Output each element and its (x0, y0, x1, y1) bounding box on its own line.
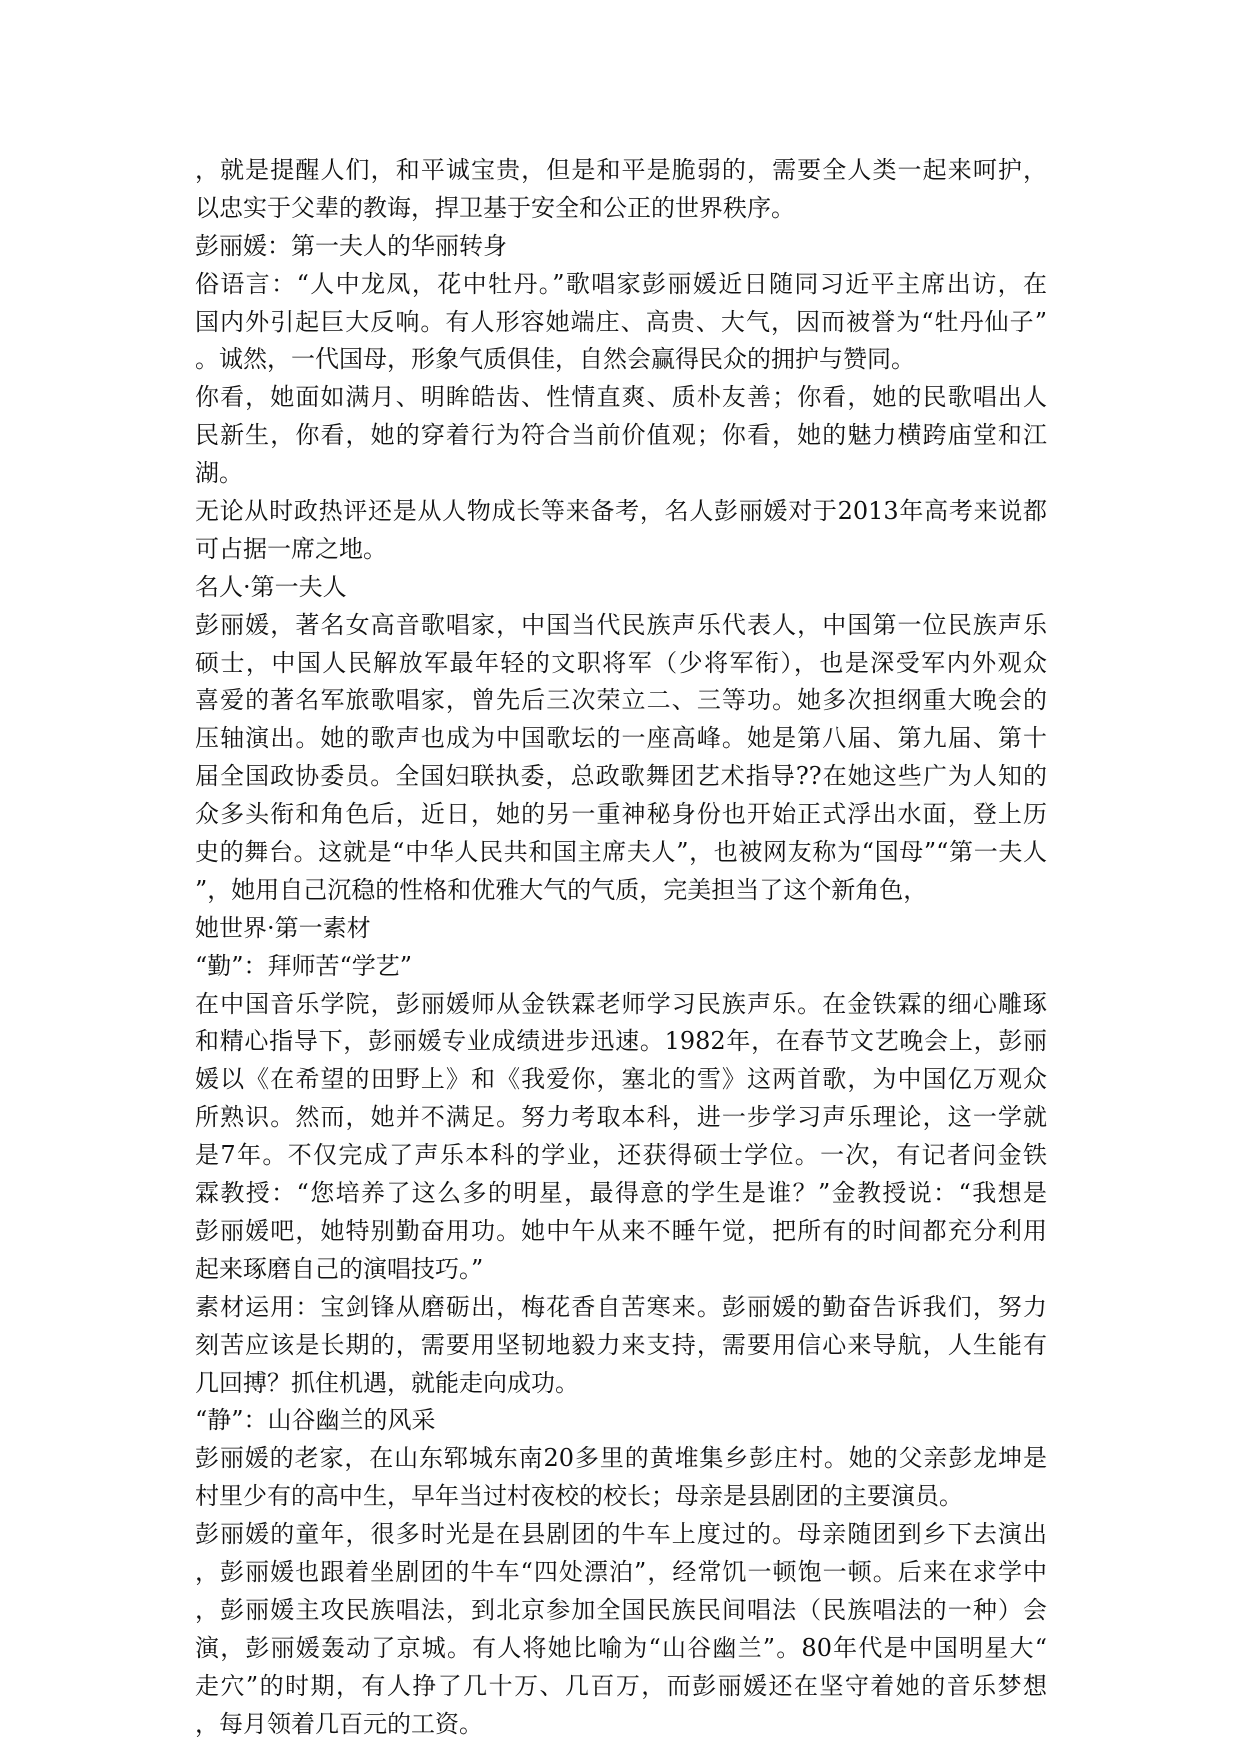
text-line: 走穴”的时期，有人挣了几十万、几百万，而彭丽媛还在坚守着她的音乐梦想 (195, 1671, 1047, 1700)
text-line: 喜爱的著名军旅歌唱家，曾先后三次荣立二、三等功。她多次担纲重大晚会的 (195, 686, 1047, 715)
text-line: 彭丽媛的老家，在山东郓城东南20多里的黄堆集乡彭庄村。她的父亲彭龙坤是 (195, 1444, 1047, 1473)
text-line: ，就是提醒人们，和平诚宝贵，但是和平是脆弱的，需要全人类一起来呵护， (195, 156, 1047, 184)
text-line: 以忠实于父辈的教诲，捍卫基于安全和公正的世界秩序。 (195, 193, 795, 222)
text-line: 众多头衔和角色后，近日，她的另一重神秘身份也开始正式浮出水面，登上历 (195, 800, 1047, 829)
text-line: 你看，她面如满月、明眸皓齿、性情直爽、质朴友善；你看，她的民歌唱出人 (195, 383, 1047, 412)
text-line: ，彭丽媛主攻民族唱法，到北京参加全国民族民间唱法（民族唱法的一种）会 (195, 1595, 1047, 1624)
text-line: 名人·第一夫人 (195, 572, 347, 601)
text-line: ，彭丽媛也跟着坐剧团的牛车“四处漂泊”，经常饥一顿饱一顿。后来在求学中 (195, 1557, 1047, 1586)
document-body (195, 152, 1047, 1743)
text-line: 刻苦应该是长期的，需要用坚韧地毅力来支持，需要用信心来导航，人生能有 (195, 1330, 1047, 1359)
text-line: 可占据一席之地。 (195, 534, 387, 563)
text-line: 压轴演出。她的歌声也成为中国歌坛的一座高峰。她是第八届、第九届、第十 (195, 724, 1047, 753)
text-line: 届全国政协委员。全国妇联执委，总政歌舞团艺术指导??在她这些广为人知的 (195, 762, 1047, 791)
text-line: 起来琢磨自己的演唱技巧。” (195, 1254, 484, 1283)
text-line: 霖教授：“您培养了这么多的明星，最得意的学生是谁？”金教授说：“我想是 (195, 1179, 1047, 1208)
text-line: 在中国音乐学院，彭丽媛师从金铁霖老师学习民族声乐。在金铁霖的细心雕琢 (195, 989, 1047, 1018)
text-line: “勤”：拜师苦“学艺” (195, 951, 413, 980)
text-line: 。诚然，一代国母，形象气质俱佳，自然会赢得民众的拥护与赞同。 (195, 345, 915, 374)
text-line: 媛以《在希望的田野上》和《我爱你，塞北的雪》这两首歌，为中国亿万观众 (195, 1065, 1047, 1094)
text-line: 民新生，你看，她的穿着行为符合当前价值观；你看，她的魅力横跨庙堂和江 (195, 421, 1047, 450)
text-line: ”，她用自己沉稳的性格和优雅大气的气质，完美担当了这个新角色， (195, 875, 928, 904)
text-line: 村里少有的高中生，早年当过村夜校的校长；母亲是县剧团的主要演员。 (195, 1482, 963, 1511)
text-line: 无论从时政热评还是从人物成长等来备考，名人彭丽媛对于2013年高考来说都 (195, 497, 1047, 526)
text-line: 彭丽媛的童年，很多时光是在县剧团的牛车上度过的。母亲随团到乡下去演出 (195, 1520, 1047, 1549)
text-line: 彭丽媛，著名女高音歌唱家，中国当代民族声乐代表人，中国第一位民族声乐 (195, 610, 1047, 639)
text-line: 演，彭丽媛轰动了京城。有人将她比喻为“山谷幽兰”。80年代是中国明星大“ (195, 1633, 1047, 1662)
text-line: 是7年。不仅完成了声乐本科的学业，还获得硕士学位。一次，有记者问金铁 (195, 1141, 1047, 1170)
text-line: 湖。 (195, 459, 243, 488)
text-line: 硕士，中国人民解放军最年轻的文职将军（少将军衔），也是深受军内外观众 (195, 648, 1047, 677)
text-line: 几回搏？抓住机遇，就能走向成功。 (195, 1368, 579, 1397)
text-line: 所熟识。然而，她并不满足。努力考取本科，进一步学习声乐理论，这一学就 (195, 1103, 1047, 1132)
text-line: 俗语言：“人中龙凤，花中牡丹。”歌唱家彭丽媛近日随同习近平主席出访，在 (195, 269, 1047, 298)
text-line: 彭丽媛：第一夫人的华丽转身 (195, 231, 507, 260)
text-line: 彭丽媛吧，她特别勤奋用功。她中午从来不睡午觉，把所有的时间都充分利用 (195, 1216, 1047, 1245)
text-line: 史的舞台。这就是“中华人民共和国主席夫人”，也被网友称为“国母”“第一夫人 (195, 838, 1047, 867)
text-line: 国内外引起巨大反响。有人形容她端庄、高贵、大气，因而被誉为“牡丹仙子” (195, 307, 1047, 336)
text-line: “静”：山谷幽兰的风采 (195, 1406, 436, 1435)
text-line: ，每月领着几百元的工资。 (195, 1709, 483, 1738)
text-line: 和精心指导下，彭丽媛专业成绩进步迅速。1982年，在春节文艺晚会上，彭丽 (195, 1027, 1047, 1056)
text-line: 她世界·第一素材 (195, 913, 371, 942)
text-line: 素材运用：宝剑锋从磨砺出，梅花香自苦寒来。彭丽媛的勤奋告诉我们，努力 (195, 1292, 1047, 1321)
